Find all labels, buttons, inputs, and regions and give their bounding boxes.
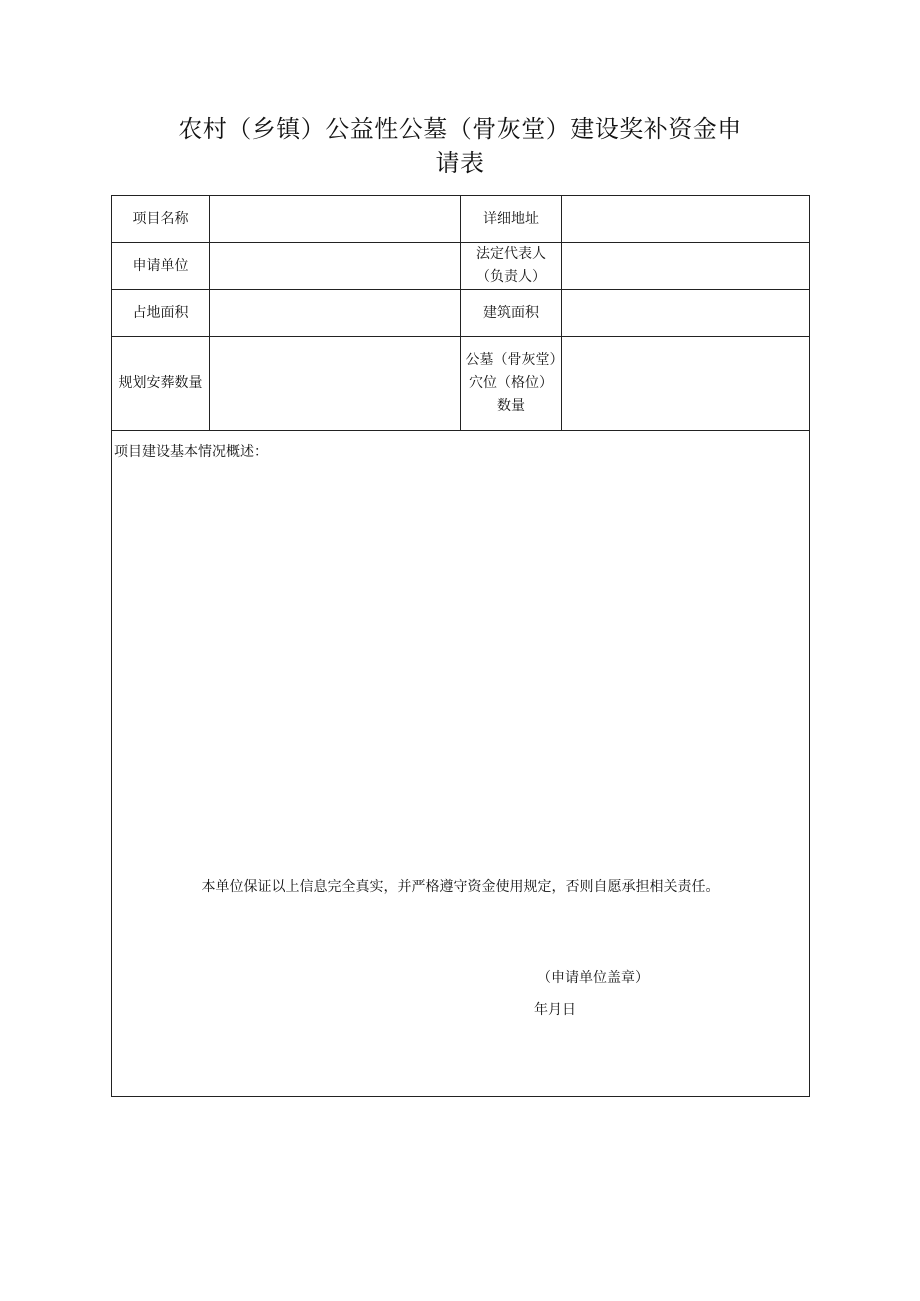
table-row bbox=[112, 290, 810, 337]
land-area-label: 占地面积 bbox=[112, 290, 210, 337]
declaration-text: 本单位保证以上信息完全真实，并严格遵守资金使用规定，否则自愿承担相关责任。 bbox=[201, 879, 720, 895]
title-line-1: 农村（乡镇）公益性公墓（骨灰堂）建设奖补资金申 bbox=[178, 115, 742, 143]
plot-count-label-text: 公墓（骨灰堂）穴位（格位）数量 bbox=[465, 352, 557, 414]
project-name-label: 项目名称 bbox=[112, 196, 210, 243]
address-field[interactable] bbox=[562, 196, 810, 243]
building-area-field[interactable] bbox=[562, 290, 810, 337]
table-row bbox=[112, 431, 810, 1097]
land-area-field[interactable] bbox=[210, 290, 461, 337]
title-line-2: 请表 bbox=[435, 149, 485, 177]
legal-representative-field[interactable] bbox=[562, 243, 810, 290]
table-row bbox=[112, 243, 810, 290]
planned-burial-count-field[interactable] bbox=[210, 337, 461, 431]
table-row bbox=[112, 196, 810, 243]
legal-representative-label bbox=[461, 243, 562, 290]
applicant-label: 申请单位 bbox=[112, 243, 210, 290]
building-area-label: 建筑面积 bbox=[461, 290, 562, 337]
date-label: 年月日 bbox=[534, 1002, 576, 1018]
page-title bbox=[0, 112, 920, 180]
applicant-stamp-label: （申请单位盖章） bbox=[537, 970, 649, 986]
overview-label: 项目建设基本情况概述： bbox=[114, 444, 268, 460]
address-label: 详细地址 bbox=[461, 196, 562, 243]
application-form-table bbox=[111, 195, 810, 1097]
plot-count-label bbox=[461, 337, 562, 431]
applicant-field[interactable] bbox=[210, 243, 461, 290]
project-name-field[interactable] bbox=[210, 196, 461, 243]
planned-burial-count-label: 规划安葬数量 bbox=[112, 337, 210, 431]
plot-count-field[interactable] bbox=[562, 337, 810, 431]
overview-section[interactable] bbox=[112, 431, 810, 1097]
legal-representative-label-text: 法定代表人（负责人） bbox=[476, 246, 546, 285]
table-row bbox=[112, 337, 810, 431]
